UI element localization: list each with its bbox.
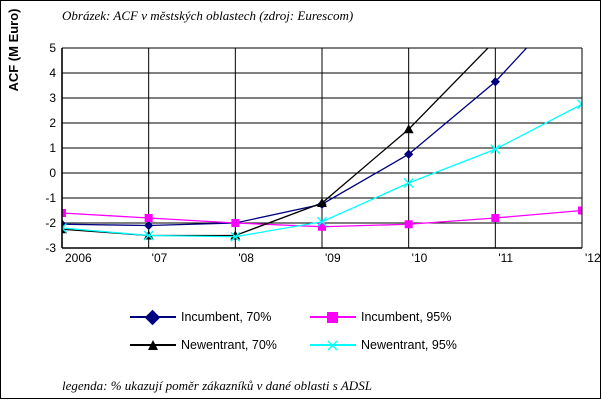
legend-label-incumbent-70: Incumbent, 70% [181, 310, 272, 324]
legend-swatch-incumbent-95 [310, 311, 356, 323]
svg-text:'08: '08 [238, 251, 254, 265]
chart-legend [130, 303, 490, 363]
svg-text:2006: 2006 [65, 251, 92, 265]
legend-item-incumbent-95[interactable] [310, 310, 490, 324]
svg-text:1: 1 [49, 141, 56, 155]
svg-text:4: 4 [49, 66, 56, 80]
figure-caption-bottom: legenda: % ukazují poměr zákazníků v dané oblasti s ADSL [62, 378, 372, 393]
legend-label-newentrant-95: Newentrant, 95% [361, 338, 457, 352]
svg-text:'11: '11 [498, 251, 514, 265]
svg-text:2: 2 [49, 116, 56, 130]
legend-item-newentrant-70[interactable] [130, 338, 310, 352]
svg-text:'12: '12 [585, 251, 601, 265]
figure-caption-top: Obrázek: ACF v městských oblastech (zdroj: Eurescom) [62, 8, 354, 23]
legend-item-incumbent-70[interactable] [130, 310, 310, 324]
svg-text:'10: '10 [411, 251, 428, 265]
svg-text:'07: '07 [151, 251, 168, 265]
svg-text:-3: -3 [45, 241, 56, 255]
svg-text:-1: -1 [45, 191, 56, 205]
svg-text:3: 3 [49, 91, 56, 105]
legend-swatch-incumbent-70 [130, 311, 176, 323]
legend-swatch-newentrant-70 [130, 339, 176, 351]
chart-plot-area [45, 41, 601, 288]
legend-row-1 [130, 303, 490, 331]
svg-text:0: 0 [49, 166, 56, 180]
y-axis-label: ACF (M Euro) [6, 8, 21, 92]
svg-text:-2: -2 [45, 216, 56, 230]
legend-label-newentrant-70: Newentrant, 70% [181, 338, 277, 352]
legend-row-2 [130, 331, 490, 359]
chart-svg [45, 41, 601, 288]
legend-cross-marker [327, 340, 338, 351]
svg-text:5: 5 [49, 41, 56, 55]
svg-text:'09: '09 [325, 251, 341, 265]
legend-swatch-newentrant-95 [310, 339, 356, 351]
legend-label-incumbent-95: Incumbent, 95% [361, 310, 452, 324]
legend-item-newentrant-95[interactable] [310, 338, 490, 352]
